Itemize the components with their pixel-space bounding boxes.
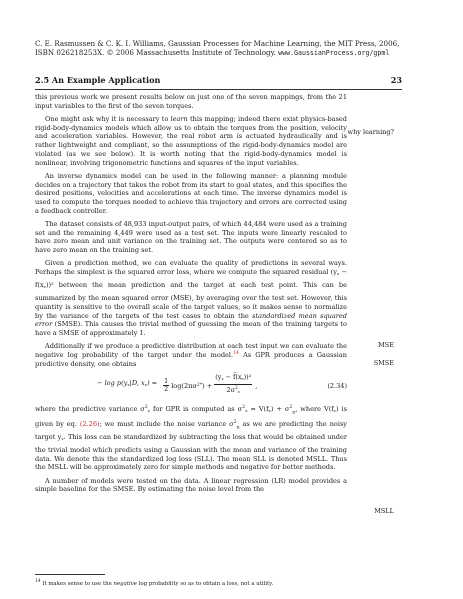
- equation-reference-link[interactable]: (2.26): [79, 419, 100, 428]
- page-number: 23: [390, 75, 402, 85]
- running-head: [35, 75, 402, 85]
- paragraph: this previous work we present results below on just one of the seven mappings, from the 21 input variables to the first of the seven torques.: [35, 93, 347, 110]
- section-title: 2.5 An Example Application: [35, 75, 161, 85]
- margin-note-mse: MSE: [378, 341, 394, 349]
- margin-note-why-learning: why learning?: [347, 128, 394, 136]
- paragraph: where the predictive variance $\sigma^2_*$ for GPR is computed as $\sigma^2_* = V(f_*) + \sigma^2_n$, where $V(f_*)$ is given by eq. (2.26); we must include the noise variance $\sigma^2_n$ as we are predicting the noisy target $y_*$. This loss can be standardized by subtracting the loss that would be obtained under the trivial model which predicts using a Gaussian with the mean and variance of the training data. We denote this the standardized log loss (SLL). The mean SLL is denoted MSLL. Thus the MSLL will be approximately zero for simple methods and negative for better methods.: [35, 405, 348, 472]
- fraction-residual: $\frac{(y_* - f̄(x_*))^2}{2\sigma^2_*}$: [215, 372, 252, 397]
- header-rule: [35, 89, 402, 90]
- header-line-2: ISBN 026218253X. © 2006 Massachusetts Institute of Technology. www.GaussianProcess.org/gpml: [35, 48, 390, 58]
- main-text: [35, 93, 347, 498]
- paragraph: One might ask why it is necessary to learn this mapping; indeed there exist physics-based rigid-body-dynamics models which allow us to obtain the torques from the position, velocity and acceleration variables. However, the real robot arm is actuated hydraulically and is rather lightweight and compliant, so the assumptions of the rigid-body-dynamics model are violated (as we see below). It is worth noting that the rigid-body-dynamics model is nonlinear, involving trigonometric functions and squares of the input variables.: [35, 114, 347, 167]
- footnote-marker[interactable]: 14: [233, 350, 239, 356]
- margin-note-smse: SMSE: [373, 359, 394, 367]
- footnote: $^{14}$ It makes sense to use the negative log probability so as to obtain a loss, not a utility.: [35, 579, 274, 587]
- footnote-rule: [35, 574, 105, 575]
- fraction-half: $\frac{1}{2}$: [164, 376, 169, 394]
- equation-2-34: − $\log p(y_*|D$, $x_*$) = $\frac{1}{2}$ log(2πσ 2 * ) + $\frac{(y_* - f̄(x_*))^2}{2\sigma^2_*}$ , (2.34): [97, 372, 347, 397]
- paragraph: The dataset consists of 48,933 input-output pairs, of which 44,484 were used as a training set and the remaining 4,449 were used as a test set. The inputs were linearly rescaled to have zero mean and unit variance on the training set. The outputs were centered so as to have zero mean on the training set.: [35, 219, 347, 255]
- equation-number: (2.34): [327, 381, 347, 390]
- header-line-1: C. E. Rasmussen & C. K. I. Williams, Gaussian Processes for Machine Learning, the MIT Press, 2006,: [35, 39, 400, 48]
- margin-note-msll: MSLL: [374, 507, 394, 515]
- paragraph: Additionally if we produce a predictive distribution at each test input we can evaluate the negative log probability of the target under the model.$^{14}$ As GPR produces a Gaussian predictive density, one obtains: [35, 342, 347, 368]
- paragraph: Given a prediction method, we can evaluate the quality of predictions in several ways. Perhaps the simplest is the squared error loss, where we compute the squared residual $(y_* - f(x_*))^2$ between the mean prediction and the target at each test point. This can be summarized by the mean squared error (MSE), by averaging over the test set. However, this quantity is sensitive to the overall scale of the target values, so it makes sense to normalize by the variance of the targets of the test cases to obtain the standardized mean squared error (SMSE). This causes the trivial method of guessing the mean of the training targets to have a SMSE of approximately 1.: [35, 259, 347, 338]
- copyright-header: [35, 39, 435, 59]
- paragraph: A number of models were tested on the data. A linear regression (LR) model provides a simple baseline for the SMSE. By estimating the noise level from the: [35, 476, 347, 494]
- paragraph: An inverse dynamics model can be used in the following manner: a planning module decides on a trajectory that takes the robot from its start to goal states, and this specifies the desired positions, velocities and accelerations at each time. The inverse dynamics model is used to compute the torques needed to achieve this trajectory and errors are corrected using a feedback controller.: [35, 171, 347, 215]
- book-url[interactable]: www.GaussianProcess.org/gpml: [278, 49, 390, 58]
